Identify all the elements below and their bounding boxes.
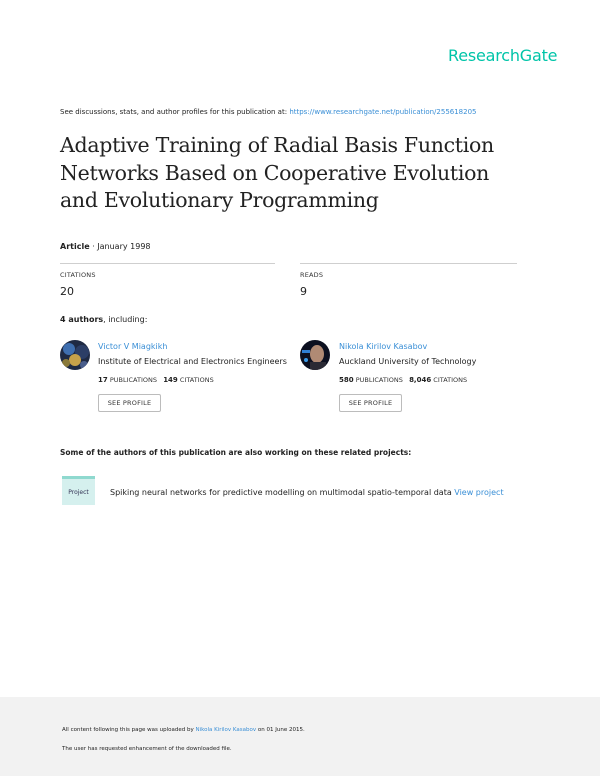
publication-url-link[interactable]: https://www.researchgate.net/publication/255618205 — [289, 108, 477, 116]
project-thumb-label: Project — [68, 488, 89, 496]
paper-title: Adaptive Training of Radial Basis Function Networks Based on Cooperative Evolution and Evolutionary Programming — [60, 133, 494, 212]
citations-count: 149 — [163, 376, 178, 384]
citations-label: CITATIONS — [60, 271, 96, 279]
author-name-link[interactable]: Nikola Kirilov Kasabov — [339, 342, 428, 351]
author-counts — [339, 376, 467, 384]
article-type: Article — [60, 242, 90, 251]
reads-divider — [300, 263, 517, 264]
researchgate-logo[interactable]: ResearchGate — [448, 46, 558, 65]
project-title: Spiking neural networks for predictive modelling on multimodal spatio-temporal data — [110, 488, 452, 497]
author-affiliation: Institute of Electrical and Electronics Engineers — [98, 357, 287, 366]
author-avatar[interactable] — [300, 340, 330, 370]
project-thumbnail[interactable] — [62, 476, 95, 505]
upload-prefix: All content following this page was uploaded by — [62, 727, 196, 733]
publications-count: 580 — [339, 376, 354, 384]
discussion-text: See discussions, stats, and author profiles for this publication at: — [60, 108, 290, 116]
author-avatar[interactable] — [60, 340, 90, 370]
citations-count: 8,046 — [409, 376, 432, 384]
authors-count: 4 authors — [60, 315, 104, 324]
reads-label: READS — [300, 271, 324, 279]
author-name-link[interactable]: Victor V Miagkikh — [98, 342, 168, 351]
avatar-photo-icon — [60, 340, 90, 370]
enhancement-notice: The user has requested enhancement of the downloaded file. — [62, 746, 232, 752]
view-project-link[interactable]: View project — [454, 488, 504, 497]
see-profile-button[interactable]: SEE PROFILE — [339, 394, 402, 412]
citations-divider — [60, 263, 275, 264]
project-line — [110, 488, 504, 497]
avatar-photo-icon — [300, 340, 330, 370]
authors-suffix: , including: — [103, 315, 148, 324]
publications-label: PUBLICATIONS — [355, 376, 403, 384]
meta-separator: · — [89, 242, 98, 251]
upload-notice — [62, 727, 305, 733]
authors-heading — [60, 315, 147, 324]
publications-label: PUBLICATIONS — [109, 376, 157, 384]
citations-count-label: CITATIONS — [179, 376, 214, 384]
publications-count: 17 — [98, 376, 108, 384]
citations-value: 20 — [60, 285, 74, 298]
discussion-line — [60, 108, 477, 116]
upload-suffix: on 01 June 2015. — [256, 727, 305, 733]
footer — [0, 697, 600, 776]
citations-count-label: CITATIONS — [433, 376, 468, 384]
article-meta — [60, 242, 151, 251]
related-projects-heading: Some of the authors of this publication are also working on these related projects: — [60, 448, 412, 457]
uploader-link[interactable]: Nikola Kirilov Kasabov — [195, 727, 257, 733]
reads-value: 9 — [300, 285, 307, 298]
author-affiliation: Auckland University of Technology — [339, 357, 477, 366]
see-profile-button[interactable]: SEE PROFILE — [98, 394, 161, 412]
article-date: January 1998 — [97, 242, 151, 251]
author-counts — [98, 376, 214, 384]
